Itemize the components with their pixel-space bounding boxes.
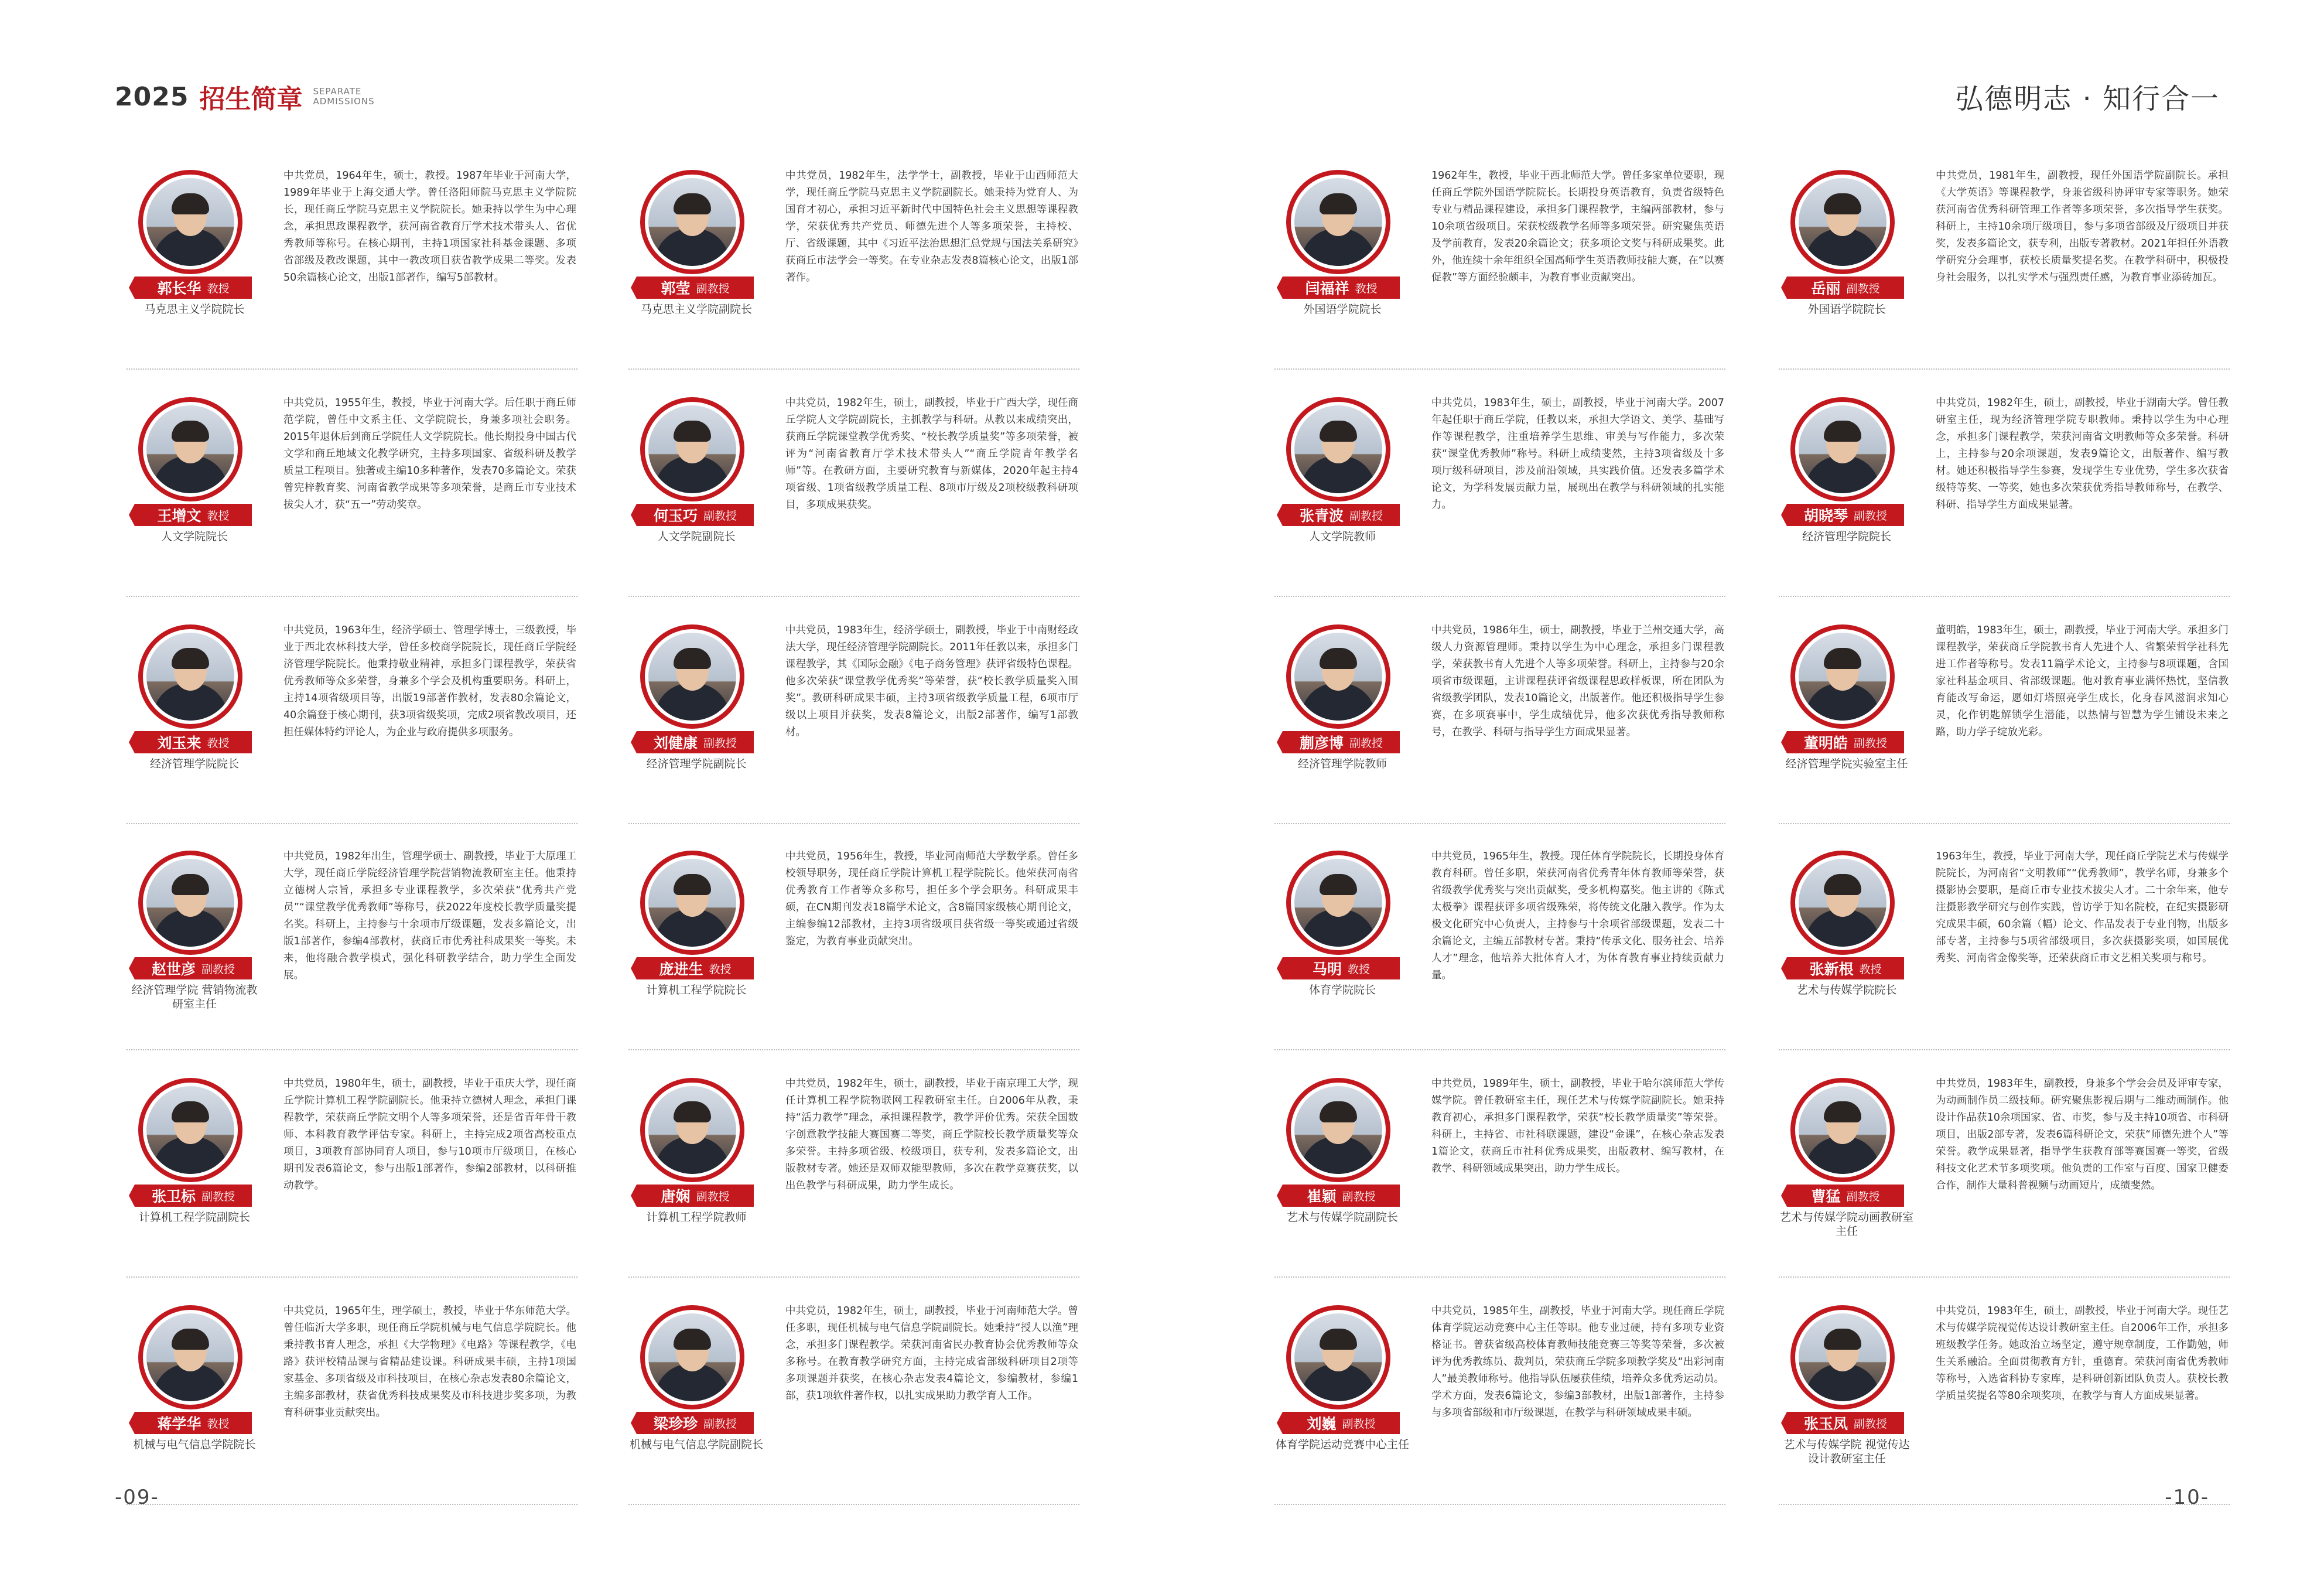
person-bio: 1962年生，教授，毕业于西北师范大学。曾任多家单位要职，现任商丘学院外国语学院院长。长期投身英语教育，负责省级特色专业与精品课程建设，承担多门课程教学，主编两部教材，参与10余项省级项目。荣获校级教学名师等多项荣誉。研究聚焦英语及学前教育，发表20余篇论文；获多项论文奖与科研成果奖。此外，他连续十余年组织全国高师学生英语教师技能大赛，在“以赛促教”等方面经验颇丰，为教育事业贡献突出。	[1431, 170, 1724, 284]
portrait-photo	[1294, 633, 1382, 721]
person-title: 副教授	[1342, 1417, 1376, 1431]
person-bio: 中共党员，1981年生，副教授，现任外国语学院副院长。承担《大学英语》等课程教学，身兼省级科协评审专家等职务。她荣获河南省优秀科研管理工作者等多项荣誉，多次指导学生获奖。科研上，主持10余项厅级项目，参与多项省部级及厅级项目并获奖，发表多篇论文，获专利，出版专著教材。2021年担任外语教学研究分会理事，获校长质量奖提名奖。在教学科研中，积极投身社会服务，以扎实学术与强烈责任感，为教育事业添砖加瓦。	[1936, 170, 2229, 284]
person-bio: 中共党员，1983年生，硕士，副教授，毕业于河南大学。现任艺术与传媒学院视觉传达设计教研室主任。自2006年工作，承担多班级教学任务。她政治立场坚定，遵守规章制度，工作勤勉，师生关系融洽。全面贯彻教育方针，重德育。荣获河南省优秀教师等称号，入选省科协专家库，是科研创新团队负责人。获校长教学质量奖提名等80余项奖项，在教学与育人方面成果显著。	[1936, 1305, 2229, 1402]
portrait-hair	[674, 874, 711, 895]
person-bio: 中共党员，1982年生，硕士，副教授，毕业于南京理工大学，现任计算机工程学院物联网工程教研室主任。自2006年从教，秉持“活力教学”理念，承担课程教学，教学评价优秀。荣获全国数字创意教学技能大赛国赛二等奖，商丘学院校长教学质量奖等众多荣誉。主持多项省级、校级项目，获专利，发表多篇论文，出版教材专著。她还是双师双能型教师，多次在教学竞赛获奖，以出色教学与科研成果，助力学生成长。	[785, 1078, 1078, 1192]
portrait-frame	[640, 397, 744, 501]
person-bio: 中共党员，1955年生，教授，毕业于河南大学。后任职于商丘师范学院，曾任中文系主任、文学院院长，身兼多项社会职务。2015年退休后到商丘学院任人文学院院长。他长期投身中国古代文学和商丘地域文化教学研究，主持多项国家、省级科研及教学质量工程项目。独著或主编10多种著作，发表70多篇论文。荣获曾宪梓教育奖、河南省教学成果等多项荣誉，是商丘市专业技术拔尖人才，获“五一”劳动奖章。	[283, 397, 576, 511]
card-divider	[1779, 1504, 2230, 1505]
person-name: 董明皓	[1803, 735, 1848, 752]
card-divider	[628, 1504, 1079, 1505]
portrait-photo	[146, 178, 234, 266]
portrait-frame	[1286, 170, 1390, 274]
person-department: 外国语学院院长	[1303, 303, 1382, 316]
name-tag	[1787, 1185, 1904, 1207]
person-name: 郭莹	[661, 280, 691, 297]
person-title: 副教授	[1854, 509, 1888, 523]
header-title: 招生简章	[199, 84, 303, 114]
portrait-hair	[1320, 1101, 1357, 1122]
card-divider	[127, 596, 577, 597]
name-tag	[1787, 957, 1904, 979]
name-tag	[135, 504, 252, 526]
card-divider	[628, 596, 1079, 597]
portrait-photo	[648, 859, 736, 947]
name-tag	[1283, 504, 1400, 526]
person-title: 副教授	[201, 962, 235, 976]
faculty-card	[1274, 621, 1725, 829]
faculty-card	[127, 1074, 577, 1282]
person-name: 胡晓琴	[1803, 507, 1848, 524]
portrait-photo	[1799, 633, 1886, 721]
person-department: 艺术与传媒学院副院长	[1286, 1211, 1398, 1224]
card-divider	[1274, 1049, 1725, 1050]
person-title: 副教授	[201, 1190, 235, 1203]
header-english	[313, 87, 374, 107]
card-divider	[628, 368, 1079, 370]
person-bio: 中共党员，1956年生，教授，毕业河南师范大学数学系。曾任多校领导职务，现任商丘学院计算机工程学院院长。他荣获河南省优秀教育工作者等众多称号，担任多个学会职务。科研成果丰硕，在CN期刊发表18篇学术论文，含8篇国家级核心期刊论文，主编参编12部教材，主持3项省级项目获省级一等奖或通过省级鉴定，为教育事业贡献突出。	[785, 851, 1078, 947]
person-bio: 中共党员，1982年出生，管理学硕士、副教授，毕业于大原理工大学，现任商丘学院经济管理学院营销物流教研室主任。他秉持立德树人宗旨，承担多专业课程教学，多次荣获“优秀共产党员”“课堂教学优秀教师”等称号，获2022年度校长教学质量奖提名奖。科研上，主持参与十余项市厅级课题，发表多篇论文，出版1部著作，参编4部教材，获商丘市优秀社科成果奖一等奖。未来，他将融合教学模式，强化科研教学结合，助力学生全面发展。	[283, 851, 576, 981]
faculty-card	[1274, 847, 1725, 1055]
person-title: 副教授	[696, 1190, 730, 1203]
name-tag	[1787, 504, 1904, 526]
name-tag	[135, 957, 252, 979]
portrait-hair	[172, 193, 209, 214]
name-tag	[135, 1412, 252, 1434]
person-department: 体育学院运动竞赛中心主任	[1275, 1438, 1409, 1451]
person-bio: 董明皓，1983年生，硕士，副教授，毕业于河南大学。承担多门课程教学，荣获商丘学院教书育人先进个人、省繁荣哲学社科先进工作者等称号。发表11篇学术论文，主持参与8项课题，含国家社科基金项目、省部级课题。他对教育事业满怀热忱，坚信教育能改写命运，愿如灯塔照亮学生成长，化身春风滋润求知心灵，化作钥匙解锁学生潜能，以热情与智慧为学生铺设未来之路，助力学子绽放光彩。	[1936, 624, 2229, 738]
portrait-photo	[1294, 178, 1382, 266]
portrait-frame	[1286, 624, 1390, 729]
person-name: 张青波	[1299, 507, 1344, 524]
portrait-photo	[648, 633, 736, 721]
faculty-card	[1779, 1074, 2230, 1282]
person-department: 艺术与传媒学院动画教研室主任	[1779, 1211, 1913, 1238]
portrait-frame	[640, 851, 744, 955]
card-divider	[628, 1049, 1079, 1050]
portrait-photo	[1799, 859, 1886, 947]
portrait-photo	[1799, 1086, 1886, 1174]
card-divider	[1274, 368, 1725, 370]
name-tag	[1283, 1185, 1400, 1207]
person-bio: 中共党员，1983年生，经济学硕士，副教授，毕业于中南财经政法大学，现任经济管理学院副院长。2011年任教以来，承担多门课程教学，其《国际金融》《电子商务管理》获评省级特色课程。他多次荣获“课堂教学优秀奖”等荣誉，获“校长教学质量奖入围奖”。教研科研成果丰硕，主持3项省级教学质量工程，6项市厅级以上项目并获奖，发表8篇论文，出版2部著作，编写1部教材。	[785, 624, 1078, 738]
portrait-frame	[640, 1078, 744, 1182]
name-tag	[1787, 277, 1904, 299]
portrait-hair	[1320, 193, 1357, 214]
name-tag	[1787, 731, 1904, 753]
card-divider	[1779, 823, 2230, 824]
portrait-hair	[172, 1101, 209, 1122]
card-divider	[1274, 1276, 1725, 1278]
faculty-card	[628, 847, 1079, 1055]
portrait-hair	[1320, 648, 1357, 669]
person-name: 崔颖	[1307, 1188, 1337, 1205]
portrait-photo	[1294, 1313, 1382, 1401]
portrait-frame	[138, 1305, 242, 1409]
faculty-card	[1779, 847, 2230, 1055]
portrait-photo	[1799, 178, 1886, 266]
card-divider	[1779, 1049, 2230, 1050]
faculty-card	[628, 621, 1079, 829]
name-tag	[637, 504, 754, 526]
faculty-card	[628, 166, 1079, 374]
person-name: 张玉凤	[1803, 1415, 1848, 1432]
person-department: 计算机工程学院副院长	[138, 1211, 250, 1224]
person-bio: 1963年生，教授，毕业于河南大学，现任商丘学院艺术与传媒学院院长，为河南省“文明教师”“优秀教师”，教学名师，身兼多个摄影协会要职，是商丘市专业技术拔尖人才。二十余年来，他专注摄影教学研究与创作实践，曾访学于知名院校，在纪实摄影研究成果丰硕，60余篇（幅）论文、作品发表于专业刊物，出版多部专著，主持参与5项省部级项目，多次获摄影奖项，如国展优秀奖、河南省金像奖等，还荣获商丘市文艺相关奖项与称号。	[1936, 851, 2229, 964]
person-title: 副教授	[1846, 282, 1880, 295]
person-name: 郭长华	[157, 280, 201, 297]
header-en-line1: SEPARATE	[313, 86, 362, 97]
portrait-frame	[1790, 1305, 1895, 1409]
page-number-right: -10-	[2165, 1486, 2209, 1509]
person-name: 王增文	[157, 507, 201, 524]
portrait-frame	[1790, 851, 1895, 955]
person-name: 赵世彦	[151, 961, 196, 978]
person-department: 马克思主义学院院长	[144, 303, 245, 316]
person-department: 外国语学院院长	[1807, 303, 1886, 316]
person-title: 副教授	[696, 282, 730, 295]
person-department: 艺术与传媒学院院长	[1796, 984, 1897, 996]
person-name: 张新根	[1809, 961, 1854, 978]
faculty-card	[628, 1302, 1079, 1510]
portrait-photo	[146, 1086, 234, 1174]
card-divider	[127, 368, 577, 370]
card-divider	[1274, 596, 1725, 597]
person-name: 刘玉来	[157, 735, 201, 752]
portrait-frame	[138, 170, 242, 274]
person-title: 教授	[1348, 962, 1371, 976]
person-title: 教授	[207, 282, 230, 295]
portrait-photo	[146, 633, 234, 721]
person-name: 何玉巧	[653, 507, 698, 524]
faculty-card	[1274, 1074, 1725, 1282]
person-department: 计算机工程学院教师	[646, 1211, 747, 1224]
person-title: 副教授	[703, 1417, 737, 1431]
portrait-frame	[138, 1078, 242, 1182]
portrait-hair	[172, 1329, 209, 1350]
faculty-card	[127, 621, 577, 829]
card-divider	[628, 823, 1079, 824]
faculty-card	[127, 166, 577, 374]
name-tag	[637, 1412, 754, 1434]
portrait-photo	[1799, 405, 1886, 493]
card-divider	[127, 1276, 577, 1278]
portrait-photo	[146, 859, 234, 947]
person-name: 张卫标	[151, 1188, 196, 1205]
person-name: 岳丽	[1811, 280, 1841, 297]
person-department: 经济管理学院院长	[1802, 530, 1891, 543]
person-bio: 中共党员，1983年生，副教授，身兼多个学会会员及评审专家，为动画制作员二级技师。研究聚焦影视后期与二维动画制作。他设计作品获10余项国家、省、市奖，参与及主持10项省、市科研项目，出版2部专著，发表6篇科研论文，荣获“师德先进个人”等荣誉。教学成果显著，指导学生获教育部等赛国赛一等奖，省级科技文化艺术节多项奖项。他负责的工作室与百度、国家卫健委合作，制作大量科普视频与动画短片，成绩斐然。	[1936, 1078, 2229, 1192]
name-tag	[637, 1185, 754, 1207]
page-number-left: -09-	[115, 1486, 159, 1509]
portrait-frame	[138, 397, 242, 501]
person-bio: 中共党员，1985年生，副教授，毕业于河南大学。现任商丘学院体育学院运动竞赛中心主任等职。他专业过硬，持有多项专业资格证书。曾获省级高校体育教师技能竞赛三等奖等荣誉，多次被评为优秀教练员、裁判员，荣获商丘学院多项教学奖及“出彩河南人”最美教师称号。他指导队伍屡获佳绩，培养众多优秀运动员。学术方面，发表6篇论文，参编3部教材，出版1部著作，主持参与多项省部级和市厅级课题，在教学与科研领域成果丰硕。	[1431, 1305, 1724, 1419]
name-tag	[135, 1185, 252, 1207]
person-bio: 中共党员，1982年生，硕士，副教授，毕业于广西大学，现任商丘学院人文学院副院长，主抓教学与科研。从教以来成绩突出，获商丘学院课堂教学优秀奖、“校长教学质量奖”等多项荣誉，被评为“河南省教育厅学术技术带头人”“商丘学院青年教学名师”等。在教研方面，主要研究教育与新媒体，2020年起主持4项省级、1项省级教学质量工程、8项市厅级及2项校级教科研项目，多项成果获奖。	[785, 397, 1078, 511]
faculty-card	[1779, 166, 2230, 374]
header-motto: 弘德明志 · 知行合一	[1955, 83, 2220, 115]
person-name: 马明	[1312, 961, 1342, 978]
name-tag	[1283, 731, 1400, 753]
name-tag	[1283, 957, 1400, 979]
person-title: 教授	[709, 962, 732, 976]
person-department: 经济管理学院实验室主任	[1785, 757, 1908, 770]
card-divider	[127, 1504, 577, 1505]
portrait-photo	[1294, 405, 1382, 493]
faculty-card	[628, 1074, 1079, 1282]
portrait-hair	[1824, 1329, 1861, 1350]
person-title: 教授	[1355, 282, 1378, 295]
name-tag	[135, 277, 252, 299]
faculty-card	[628, 394, 1079, 602]
person-bio: 中共党员，1963年生，经济学硕士、管理学博士，三级教授，毕业于西北农林科技大学，曾任多校商学院院长，现任商丘学院经济管理学院院长。他秉持敬业精神，承担多门课程教学，荣获省优秀教师等众多荣誉，身兼多个学会及机构重要职务。科研上，主持14项省级项目等，出版19部著作教材，发表80余篇论文，40余篇登于核心期刊，获3项省级奖项，完成2项省教改项目，还担任媒体特约评论人，为企业与政府提供多项服务。	[283, 624, 576, 738]
portrait-hair	[1824, 193, 1861, 214]
person-bio: 中共党员，1989年生，硕士，副教授，毕业于哈尔滨师范大学传媒学院。曾任教研室主任，现任艺术与传媒学院副院长。她秉持教育初心，承担多门课程教学，荣获“校长教学质量奖”等荣誉。科研上，主持省、市社科联课题，建设“金课”，在核心杂志发表1篇论文，获商丘市社科优秀成果奖，出版教材、编写教材，在教学、科研领域成果突出，助力学生成长。	[1431, 1078, 1724, 1175]
portrait-hair	[674, 421, 711, 442]
person-name: 唐娴	[661, 1188, 691, 1205]
person-name: 刘健康	[653, 735, 698, 752]
person-bio: 中共党员，1982年生，硕士，副教授，毕业于湖南大学。曾任教研室主任，现为经济管理学院专职教师。秉持以学生为中心理念，承担多门课程教学，荣获河南省文明教师等众多荣誉。科研上，主持参与20余项课题，发表9篇论文，出版著作、编写教材。她还积极指导学生参赛，发现学生专业优势，学生多次获省级特等奖、一等奖，她也多次荣获优秀指导教师称号，在教学、科研、指导学生方面成果显著。	[1936, 397, 2229, 511]
person-title: 教授	[207, 1417, 230, 1431]
card-divider	[127, 823, 577, 824]
portrait-frame	[138, 624, 242, 729]
name-tag	[637, 277, 754, 299]
person-title: 副教授	[703, 509, 737, 523]
person-name: 梁珍珍	[653, 1415, 698, 1432]
person-bio: 中共党员，1986年生，硕士，副教授，毕业于兰州交通大学，高级人力资源管理师。秉持以学生为中心理念，承担多门课程教学，荣获教书育人先进个人等多项荣誉。科研上，主持参与20余项省市级课题，主讲课程获评省级课程思政样板课，所在团队为省级教学团队，发表10篇论文，出版著作。他还积极指导学生参赛，在多项赛事中，学生成绩优异，他多次获优秀指导教师称号，在教学、科研与指导学生方面成果显著。	[1431, 624, 1724, 738]
person-department: 经济管理学院副院长	[646, 757, 747, 770]
name-tag	[1283, 1412, 1400, 1434]
portrait-photo	[1294, 1086, 1382, 1174]
person-title: 副教授	[1349, 509, 1383, 523]
faculty-card	[1779, 1302, 2230, 1510]
portrait-frame	[1790, 1078, 1895, 1182]
portrait-photo	[648, 1313, 736, 1401]
person-title: 副教授	[1854, 736, 1888, 750]
person-title: 副教授	[1854, 1417, 1888, 1431]
faculty-card	[1779, 394, 2230, 602]
card-divider	[1274, 823, 1725, 824]
person-department: 人文学院副院长	[657, 530, 736, 543]
faculty-card	[1274, 166, 1725, 374]
card-divider	[628, 1276, 1079, 1278]
portrait-hair	[1320, 421, 1357, 442]
person-bio: 中共党员，1982年生，硕士，副教授，毕业于河南师范大学。曾任多职，现任机械与电气信息学院副院长。她秉持“授人以渔”理念，承担多门课程教学。荣获河南省民办教育协会优秀教师等众多称号。在教育教学研究方面，主持完成省部级科研项目2项等多项课题并获奖，在核心杂志发表4篇论文，参编教材，参编1部，获1项软件著作权，以扎实成果助力教学育人工作。	[785, 1305, 1078, 1402]
person-name: 蒋学华	[157, 1415, 201, 1432]
person-bio: 中共党员，1980年生，硕士，副教授，毕业于重庆大学，现任商丘学院计算机工程学院副院长。他秉持立德树人理念，承担门课程教学，荣获商丘学院文明个人等多项荣誉，还是省青年骨干教师、本科教育教学评估专家。科研上，主持完成2项省高校重点项目，3项教育部协同育人项目，参与10项市厅级项目，在核心期刊发表6篇论文，参与出版1部著作，参编2部教材，以科研推动教学。	[283, 1078, 576, 1192]
header-brand	[115, 78, 375, 115]
person-department: 艺术与传媒学院 视觉传达设计教研室主任	[1783, 1438, 1910, 1465]
person-department: 马克思主义学院副院长	[640, 303, 752, 316]
portrait-frame	[640, 170, 744, 274]
person-department: 经济管理学院院长	[149, 757, 239, 770]
person-department: 机械与电气信息学院副院长	[629, 1438, 763, 1451]
portrait-hair	[1824, 1101, 1861, 1122]
person-bio: 中共党员，1982年生，法学学士，副教授，毕业于山西师范大学，现任商丘学院马克思主义学院副院长。她秉持为党育人、为国育才初心，承担习近平新时代中国特色社会主义思想等课程教学，荣获优秀共产党员、师德先进个人等多项荣誉，主持校、厅、省级课题，其中《习近平法治思想汇总党规与国法关系研究》获商丘市法学会一等奖。在专业杂志发表8篇核心论文，出版1部著作。	[785, 170, 1078, 284]
portrait-hair	[674, 193, 711, 214]
portrait-hair	[172, 648, 209, 669]
portrait-frame	[1790, 624, 1895, 729]
faculty-card	[1274, 1302, 1725, 1510]
person-name: 曹猛	[1811, 1188, 1841, 1205]
person-name: 闫福祥	[1305, 280, 1349, 297]
header-year: 2025	[115, 81, 189, 112]
faculty-card	[1779, 621, 2230, 829]
portrait-photo	[648, 405, 736, 493]
portrait-frame	[640, 624, 744, 729]
faculty-card	[127, 1302, 577, 1510]
card-divider	[1274, 1504, 1725, 1505]
person-title: 副教授	[1846, 1190, 1880, 1203]
card-divider	[1779, 596, 2230, 597]
portrait-hair	[1824, 874, 1861, 895]
portrait-photo	[146, 1313, 234, 1401]
portrait-frame	[1286, 397, 1390, 501]
header-en-line2: ADMISSIONS	[313, 96, 375, 107]
portrait-photo	[648, 178, 736, 266]
portrait-hair	[1824, 421, 1861, 442]
faculty-card	[127, 847, 577, 1055]
portrait-photo	[1799, 1313, 1886, 1401]
person-name: 刘巍	[1307, 1415, 1337, 1432]
portrait-photo	[648, 1086, 736, 1174]
portrait-hair	[674, 1329, 711, 1350]
person-title: 副教授	[1342, 1190, 1376, 1203]
person-title: 副教授	[1349, 736, 1383, 750]
card-divider	[1779, 368, 2230, 370]
portrait-hair	[1320, 874, 1357, 895]
portrait-frame	[138, 851, 242, 955]
portrait-hair	[674, 1101, 711, 1122]
portrait-hair	[172, 421, 209, 442]
faculty-card	[127, 394, 577, 602]
portrait-frame	[1286, 1078, 1390, 1182]
person-department: 经济管理学院 营销物流教研室主任	[131, 984, 258, 1011]
faculty-card	[1274, 394, 1725, 602]
card-divider	[127, 1049, 577, 1050]
person-bio: 中共党员，1965年生，教授。现任体育学院院长，长期投身体育教育科研。曾任多职，荣获河南省优秀青年体育教师等荣誉，获省级教学优秀奖与突出贡献奖，受多机构嘉奖。他主讲的《陈式太极拳》课程获评多项省级殊荣，将传统文化融入教学。作为太极文化研究中心负责人，主持参与十余项省部级课题，发表二十余篇论文，主编五部教材专著。秉持“传承文化、服务社会、培养人才”理念，他培养大批体育人才，为体育教育事业持续贡献力量。	[1431, 851, 1724, 981]
portrait-photo	[146, 405, 234, 493]
name-tag	[1283, 277, 1400, 299]
name-tag	[1787, 1412, 1904, 1434]
portrait-frame	[1790, 170, 1895, 274]
portrait-photo	[1294, 859, 1382, 947]
portrait-hair	[674, 648, 711, 669]
name-tag	[135, 731, 252, 753]
portrait-hair	[1824, 648, 1861, 669]
portrait-hair	[1320, 1329, 1357, 1350]
person-title: 副教授	[703, 736, 737, 750]
person-title: 教授	[207, 509, 230, 523]
person-bio: 中共党员，1965年生，理学硕士，教授，毕业于华东师范大学。曾任临沂大学多职，现任商丘学院机械与电气信息学院院长。他秉持教书育人理念，承担《大学物理》《电路》等课程教学，《电路》获评校精品课与省精品建设课。科研成果丰硕，主持1项国家基金、多项省级及市科技项目，在核心杂志发表80余篇论文，主编多部教材，获省优秀科技成果奖及市科技进步奖多项，为教育科研事业贡献突出。	[283, 1305, 576, 1419]
portrait-hair	[172, 874, 209, 895]
person-bio: 中共党员，1983年生，硕士，副教授，毕业于河南大学。2007年起任职于商丘学院，任教以来，承担大学语文、美学、基础写作等课程教学，注重培养学生思维、审美与写作能力，多次荣获“课堂优秀教师”称号。科研上成绩斐然，主持3项省级及十多项厅级科研项目，涉及前沿领域，具实践价值。还发表多篇学术论文，为学科发展贡献力量，展现出在教学与科研领域的扎实能力。	[1431, 397, 1724, 511]
portrait-frame	[640, 1305, 744, 1409]
portrait-frame	[1286, 1305, 1390, 1409]
person-name: 蒯彦博	[1299, 735, 1344, 752]
person-title: 教授	[1859, 962, 1882, 976]
person-department: 人文学院教师	[1308, 530, 1376, 543]
person-department: 人文学院院长	[160, 530, 228, 543]
name-tag	[637, 957, 754, 979]
person-department: 经济管理学院教师	[1297, 757, 1387, 770]
person-department: 体育学院院长	[1308, 984, 1376, 996]
person-title: 教授	[207, 736, 230, 750]
card-divider	[1779, 1276, 2230, 1278]
name-tag	[637, 731, 754, 753]
person-name: 庞进生	[659, 961, 703, 978]
person-department: 计算机工程学院院长	[646, 984, 747, 996]
person-department: 机械与电气信息学院院长	[133, 1438, 256, 1451]
person-bio: 中共党员，1964年生，硕士，教授。1987年毕业于河南大学，1989年毕业于上海交通大学。曾任洛阳师院马克思主义学院院长，现任商丘学院马克思主义学院院长。她秉持以学生为中心理念，承担思政课程教学，获河南省教育厅学术技术带头人、省优秀教师等称号。在核心期刊，主持1项国家社科基金课题、多项省部级及教改课题，其中一教改项目获省教学成果二等奖。发表50余篇核心论文，出版1部著作，编写5部教材。	[283, 170, 576, 284]
portrait-frame	[1790, 397, 1895, 501]
portrait-frame	[1286, 851, 1390, 955]
